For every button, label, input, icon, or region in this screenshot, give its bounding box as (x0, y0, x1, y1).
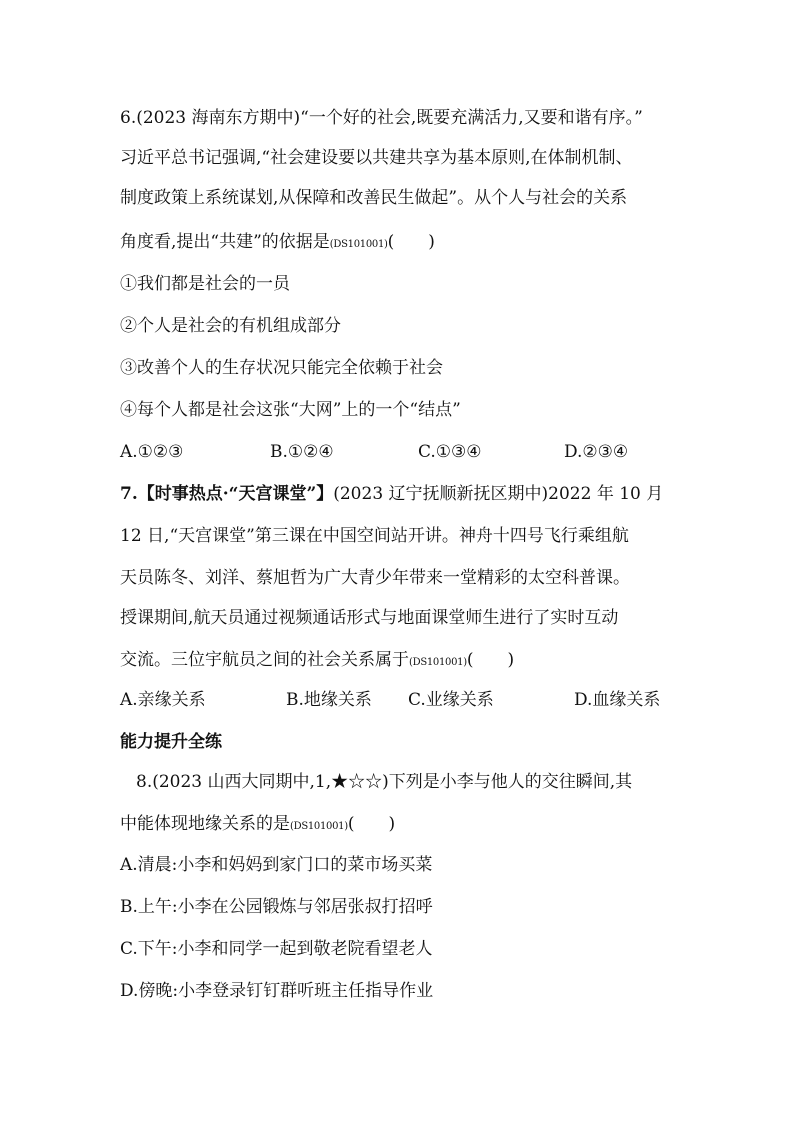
section-heading: 能力提升全练 (120, 732, 222, 752)
q6-statement-4: ④每个人都是社会这张“大网”上的一个“结点” (120, 400, 461, 420)
q6-code: (DS101001) (329, 239, 388, 250)
q6-line-2: 习近平总书记强调,“社会建设要以共建共享为基本原则,在体制机制、 (120, 148, 633, 168)
q6-statement-2: ②个人是社会的有机组成部分 (120, 316, 341, 336)
q8-option-c: C.下午:小李和同学一起到敬老院看望老人 (120, 939, 433, 959)
q7-source: (2023 辽宁抚顺新抚区期中)2022 年 10 月 (333, 484, 664, 504)
q7-line-2: 12 日,“天宫课堂”第三课在中国空间站开讲。神舟十四号飞行乘组航 (120, 526, 629, 546)
q6-option-c: C.①③④ (418, 442, 482, 462)
q7-option-d: D.血缘关系 (574, 690, 661, 710)
q6-statement-3: ③改善个人的生存状况只能完全依赖于社会 (120, 358, 443, 378)
q8-option-a: A.清晨:小李和妈妈到家门口的菜市场买菜 (120, 855, 433, 875)
q8-option-b: B.上午:小李在公园锻炼与邻居张叔打招呼 (120, 897, 433, 917)
q7-options (0, 688, 794, 712)
q7-line-4: 授课期间,航天员通过视频通话形式与地面课堂师生进行了实时互动 (120, 608, 619, 628)
q6-options (0, 440, 794, 464)
q7-option-c: C.业缘关系 (408, 690, 494, 710)
q7-code: (DS101001) (409, 657, 467, 668)
q7-number: 7. (120, 484, 138, 504)
q7-line-5 (120, 648, 514, 675)
q7-option-b: B.地缘关系 (286, 690, 372, 710)
q7-option-a: A.亲缘关系 (120, 690, 206, 710)
q6-stem-end: 角度看,提出“共建”的依据是 (120, 232, 330, 252)
q6-line-3: 制度政策上系统谋划,从保障和改善民生做起”。从个人与社会的关系 (120, 188, 628, 208)
q6-option-b: B.①②④ (270, 442, 334, 462)
q8-line-1: 8.(2023 山西大同期中,1,★☆☆)下列是小李与他人的交往瞬间,其 (136, 772, 633, 792)
q7-answer-paren: ( ) (466, 650, 515, 670)
q7-line-3: 天员陈冬、刘洋、蔡旭哲为广大青少年带来一堂精彩的太空科普课。 (120, 568, 630, 588)
q6-option-a: A.①②③ (120, 442, 184, 462)
q8-code: (DS101001) (290, 821, 348, 832)
q7-stem-end: 交流。三位宇航员之间的社会关系属于 (120, 650, 409, 670)
q6-line-1: 6.(2023 海南东方期中)“一个好的社会,既要充满活力,又要和谐有序。” (120, 108, 643, 128)
q7-line-1 (120, 482, 663, 506)
q8-line-2 (120, 812, 395, 839)
q7-topic-tag: 【时事热点·“天宫课堂”】 (137, 484, 334, 504)
q8-answer-paren: ( ) (347, 814, 396, 834)
q8-option-d: D.傍晚:小李登录钉钉群听班主任指导作业 (120, 981, 434, 1001)
q6-option-d: D.②③④ (564, 442, 629, 462)
q6-answer-paren: ( ) (387, 232, 435, 252)
q6-line-4 (120, 230, 435, 257)
q6-statement-1: ①我们都是社会的一员 (120, 274, 290, 294)
q8-stem-end: 中能体现地缘关系的是 (120, 814, 290, 834)
